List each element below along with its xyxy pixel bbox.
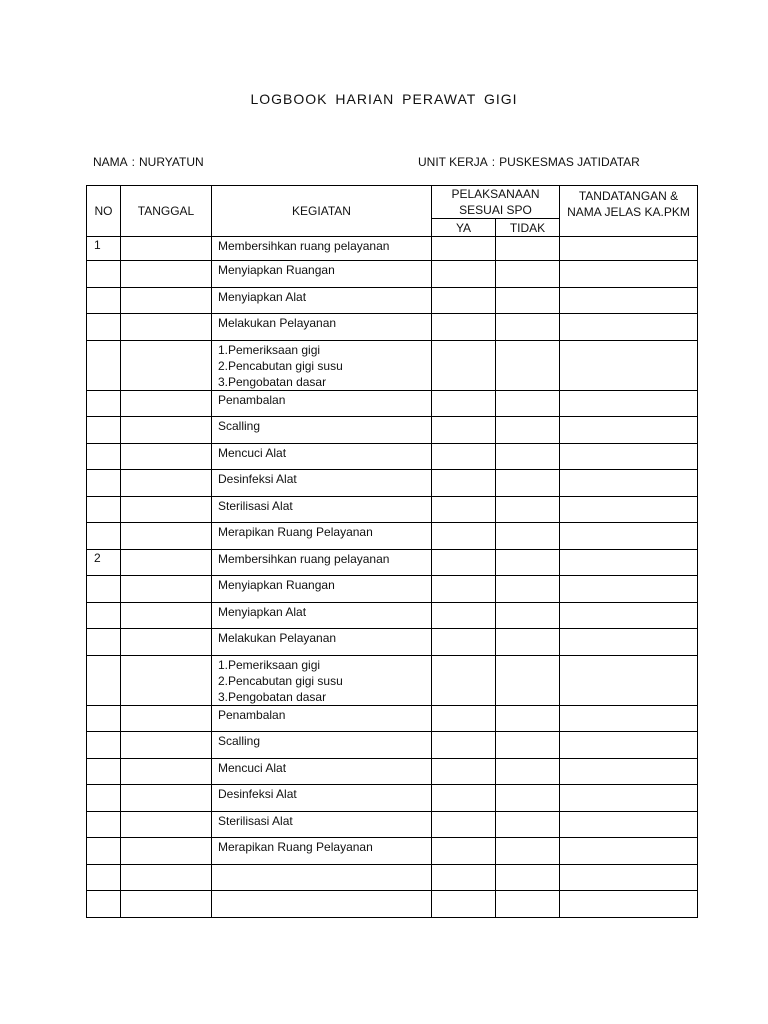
- cell-tandatangan: [560, 838, 698, 865]
- cell-tandatangan: [560, 705, 698, 732]
- table-row: [87, 838, 698, 865]
- cell-tidak: [496, 417, 560, 444]
- cell-tandatangan: [560, 314, 698, 341]
- kegiatan-line: 2.Pencabutan gigi susu: [218, 358, 343, 373]
- cell-ya: [432, 576, 496, 603]
- cell-ya: [432, 785, 496, 812]
- cell-ya: [432, 864, 496, 891]
- cell-no: [87, 811, 121, 838]
- kegiatan-line: 3.Pengobatan dasar: [218, 689, 327, 704]
- cell-ya: [432, 629, 496, 656]
- cell-no: [87, 576, 121, 603]
- cell-no: [87, 732, 121, 759]
- cell-kegiatan: [212, 314, 432, 341]
- nama-value: NURYATUN: [139, 155, 204, 169]
- table-row: [87, 785, 698, 812]
- cell-tanggal: [121, 340, 212, 390]
- kegiatan-line: Penambalan: [218, 707, 286, 722]
- cell-ya: [432, 811, 496, 838]
- cell-ya: [432, 549, 496, 576]
- cell-kegiatan: [212, 470, 432, 497]
- cell-ya: [432, 496, 496, 523]
- cell-kegiatan: [212, 811, 432, 838]
- unit-kerja-label: UNIT KERJA: [418, 155, 488, 169]
- cell-tidak: [496, 785, 560, 812]
- table-row: [87, 732, 698, 759]
- header-pelaksanaan-text: PELAKSANAAN SESUAI SPO: [451, 187, 540, 217]
- table-row: [87, 705, 698, 732]
- header-ya: YA: [432, 219, 496, 237]
- cell-kegiatan: [212, 705, 432, 732]
- cell-no: [87, 629, 121, 656]
- cell-ya: [432, 470, 496, 497]
- kegiatan-line: Menyiapkan Ruangan: [218, 263, 335, 277]
- cell-kegiatan: [212, 838, 432, 865]
- kegiatan-line: Scalling: [218, 734, 261, 748]
- cell-tidak: [496, 470, 560, 497]
- table-row: [87, 523, 698, 550]
- cell-kegiatan: [212, 891, 432, 918]
- table-row: [87, 261, 698, 288]
- cell-ya: [432, 443, 496, 470]
- unit-kerja-field: UNIT KERJA : PUSKESMAS JATIDATAR: [418, 155, 640, 169]
- cell-kegiatan: [212, 549, 432, 576]
- cell-kegiatan: [212, 261, 432, 288]
- cell-no: [87, 838, 121, 865]
- table-row: [87, 891, 698, 918]
- kegiatan-line: Melakukan Pelayanan: [218, 631, 337, 645]
- kegiatan-line: Menyiapkan Alat: [218, 604, 307, 619]
- cell-tidak: [496, 705, 560, 732]
- cell-tanggal: [121, 417, 212, 444]
- cell-tandatangan: [560, 811, 698, 838]
- cell-tandatangan: [560, 237, 698, 261]
- table-row: [87, 496, 698, 523]
- table-row: [87, 576, 698, 603]
- cell-no: [87, 390, 121, 417]
- cell-tidak: [496, 314, 560, 341]
- cell-tidak: [496, 549, 560, 576]
- table-row: [87, 549, 698, 576]
- table-row: [87, 602, 698, 629]
- header-pelaksanaan: [432, 186, 560, 219]
- cell-ya: [432, 390, 496, 417]
- cell-tidak: [496, 864, 560, 891]
- cell-no: [87, 523, 121, 550]
- cell-tandatangan: [560, 629, 698, 656]
- cell-no: [87, 470, 121, 497]
- cell-ya: [432, 340, 496, 390]
- cell-tandatangan: [560, 602, 698, 629]
- cell-tanggal: [121, 602, 212, 629]
- cell-tidak: [496, 732, 560, 759]
- cell-tanggal: [121, 864, 212, 891]
- cell-kegiatan: [212, 237, 432, 261]
- kegiatan-line: Melakukan Pelayanan: [218, 316, 337, 330]
- cell-tandatangan: [560, 443, 698, 470]
- cell-kegiatan: [212, 576, 432, 603]
- cell-ya: [432, 758, 496, 785]
- table-row: [87, 629, 698, 656]
- cell-ya: [432, 261, 496, 288]
- cell-tidak: [496, 237, 560, 261]
- cell-tanggal: [121, 732, 212, 759]
- nama-field: NAMA : NURYATUN: [93, 155, 204, 169]
- header-tandatangan-text: TANDATANGAN & NAMA JELAS KA.PKM: [567, 189, 690, 219]
- cell-tandatangan: [560, 785, 698, 812]
- cell-tanggal: [121, 443, 212, 470]
- cell-tanggal: [121, 891, 212, 918]
- cell-tidak: [496, 758, 560, 785]
- cell-ya: [432, 891, 496, 918]
- header-tandatangan: [560, 186, 698, 237]
- table-row: [87, 758, 698, 785]
- cell-tandatangan: [560, 549, 698, 576]
- cell-no: [87, 758, 121, 785]
- kegiatan-line: Mencuci Alat: [218, 445, 287, 460]
- cell-tanggal: [121, 390, 212, 417]
- cell-tanggal: [121, 470, 212, 497]
- cell-tanggal: [121, 629, 212, 656]
- table-row: [87, 470, 698, 497]
- cell-ya: [432, 314, 496, 341]
- cell-kegiatan: [212, 390, 432, 417]
- cell-tanggal: [121, 237, 212, 261]
- cell-tandatangan: [560, 655, 698, 705]
- cell-tandatangan: [560, 496, 698, 523]
- cell-tidak: [496, 811, 560, 838]
- cell-no: [87, 705, 121, 732]
- cell-tidak: [496, 602, 560, 629]
- cell-ya: [432, 287, 496, 314]
- cell-tandatangan: [560, 417, 698, 444]
- header-no: NO: [87, 186, 121, 237]
- cell-tandatangan: [560, 758, 698, 785]
- cell-kegiatan: [212, 523, 432, 550]
- cell-tandatangan: [560, 891, 698, 918]
- cell-no: [87, 340, 121, 390]
- nama-label: NAMA: [93, 155, 128, 169]
- kegiatan-line: 3.Pengobatan dasar: [218, 374, 327, 389]
- kegiatan-line: Desinfeksi Alat: [218, 472, 297, 486]
- cell-kegiatan: [212, 758, 432, 785]
- kegiatan-line: 2.Pencabutan gigi susu: [218, 673, 343, 688]
- cell-tandatangan: [560, 470, 698, 497]
- cell-tidak: [496, 838, 560, 865]
- cell-tanggal: [121, 758, 212, 785]
- cell-tanggal: [121, 314, 212, 341]
- kegiatan-line: Penambalan: [218, 392, 286, 407]
- cell-tidak: [496, 576, 560, 603]
- kegiatan-line: Scalling: [218, 419, 261, 433]
- kegiatan-line: Merapikan Ruang Pelayanan: [218, 525, 373, 539]
- document-title: LOGBOOK HARIAN PERAWAT GIGI: [250, 91, 518, 107]
- cell-tanggal: [121, 811, 212, 838]
- cell-no: [87, 417, 121, 444]
- cell-tidak: [496, 261, 560, 288]
- cell-ya: [432, 705, 496, 732]
- cell-tanggal: [121, 785, 212, 812]
- table-row: [87, 390, 698, 417]
- cell-tandatangan: [560, 261, 698, 288]
- cell-tidak: [496, 443, 560, 470]
- table-row: [87, 443, 698, 470]
- cell-tidak: [496, 891, 560, 918]
- logbook-body: [87, 237, 698, 918]
- cell-kegiatan: [212, 629, 432, 656]
- cell-tanggal: [121, 549, 212, 576]
- cell-tidak: [496, 523, 560, 550]
- cell-ya: [432, 838, 496, 865]
- cell-kegiatan: [212, 496, 432, 523]
- cell-tidak: [496, 629, 560, 656]
- kegiatan-line: Menyiapkan Alat: [218, 289, 307, 304]
- kegiatan-line: Mencuci Alat: [218, 760, 287, 775]
- kegiatan-line: Membersihkan ruang pelayanan: [218, 551, 390, 566]
- cell-ya: [432, 237, 496, 261]
- table-row: [87, 340, 698, 390]
- cell-tanggal: [121, 523, 212, 550]
- cell-kegiatan: [212, 417, 432, 444]
- logbook-table: [86, 185, 698, 918]
- kegiatan-line: Membersihkan ruang pelayanan: [218, 239, 390, 253]
- cell-no: [87, 443, 121, 470]
- cell-tandatangan: [560, 390, 698, 417]
- cell-tidak: [496, 340, 560, 390]
- cell-kegiatan: [212, 287, 432, 314]
- unit-kerja-value: PUSKESMAS JATIDATAR: [499, 155, 640, 169]
- cell-no: [87, 261, 121, 288]
- header-tanggal: TANGGAL: [121, 186, 212, 237]
- cell-no: [87, 496, 121, 523]
- kegiatan-line: Sterilisasi Alat: [218, 813, 293, 828]
- table-row: [87, 287, 698, 314]
- cell-no: [87, 287, 121, 314]
- cell-kegiatan: [212, 443, 432, 470]
- cell-kegiatan: [212, 340, 432, 390]
- table-row: [87, 655, 698, 705]
- cell-tandatangan: [560, 576, 698, 603]
- cell-tanggal: [121, 496, 212, 523]
- cell-no: [87, 785, 121, 812]
- cell-ya: [432, 417, 496, 444]
- header-kegiatan: KEGIATAN: [212, 186, 432, 237]
- table-row: [87, 811, 698, 838]
- cell-kegiatan: [212, 785, 432, 812]
- cell-tandatangan: [560, 287, 698, 314]
- cell-tidak: [496, 390, 560, 417]
- cell-ya: [432, 523, 496, 550]
- cell-tanggal: [121, 261, 212, 288]
- kegiatan-line: Menyiapkan Ruangan: [218, 578, 335, 592]
- cell-tandatangan: [560, 864, 698, 891]
- cell-ya: [432, 732, 496, 759]
- cell-no: [87, 655, 121, 705]
- cell-no: [87, 602, 121, 629]
- cell-tanggal: [121, 705, 212, 732]
- cell-ya: [432, 655, 496, 705]
- cell-tanggal: [121, 838, 212, 865]
- table-row: [87, 237, 698, 261]
- cell-tanggal: [121, 576, 212, 603]
- cell-tidak: [496, 655, 560, 705]
- cell-tidak: [496, 496, 560, 523]
- cell-no: [87, 864, 121, 891]
- cell-no: [87, 314, 121, 341]
- cell-no: [87, 891, 121, 918]
- cell-tidak: [496, 287, 560, 314]
- header-tidak: TIDAK: [496, 219, 560, 237]
- cell-ya: [432, 602, 496, 629]
- cell-tanggal: [121, 655, 212, 705]
- cell-no: 1: [87, 237, 121, 261]
- cell-kegiatan: [212, 732, 432, 759]
- cell-no: 2: [87, 549, 121, 576]
- kegiatan-line: 1.Pemeriksaan gigi: [218, 657, 321, 672]
- kegiatan-line: 1.Pemeriksaan gigi: [218, 342, 321, 357]
- cell-kegiatan: [212, 655, 432, 705]
- cell-kegiatan: [212, 602, 432, 629]
- cell-tandatangan: [560, 340, 698, 390]
- kegiatan-line: Sterilisasi Alat: [218, 498, 293, 513]
- table-row: [87, 314, 698, 341]
- cell-tandatangan: [560, 523, 698, 550]
- cell-tanggal: [121, 287, 212, 314]
- kegiatan-line: Desinfeksi Alat: [218, 787, 297, 801]
- kegiatan-line: Merapikan Ruang Pelayanan: [218, 840, 373, 854]
- table-row: [87, 417, 698, 444]
- table-row: [87, 864, 698, 891]
- cell-kegiatan: [212, 864, 432, 891]
- cell-tandatangan: [560, 732, 698, 759]
